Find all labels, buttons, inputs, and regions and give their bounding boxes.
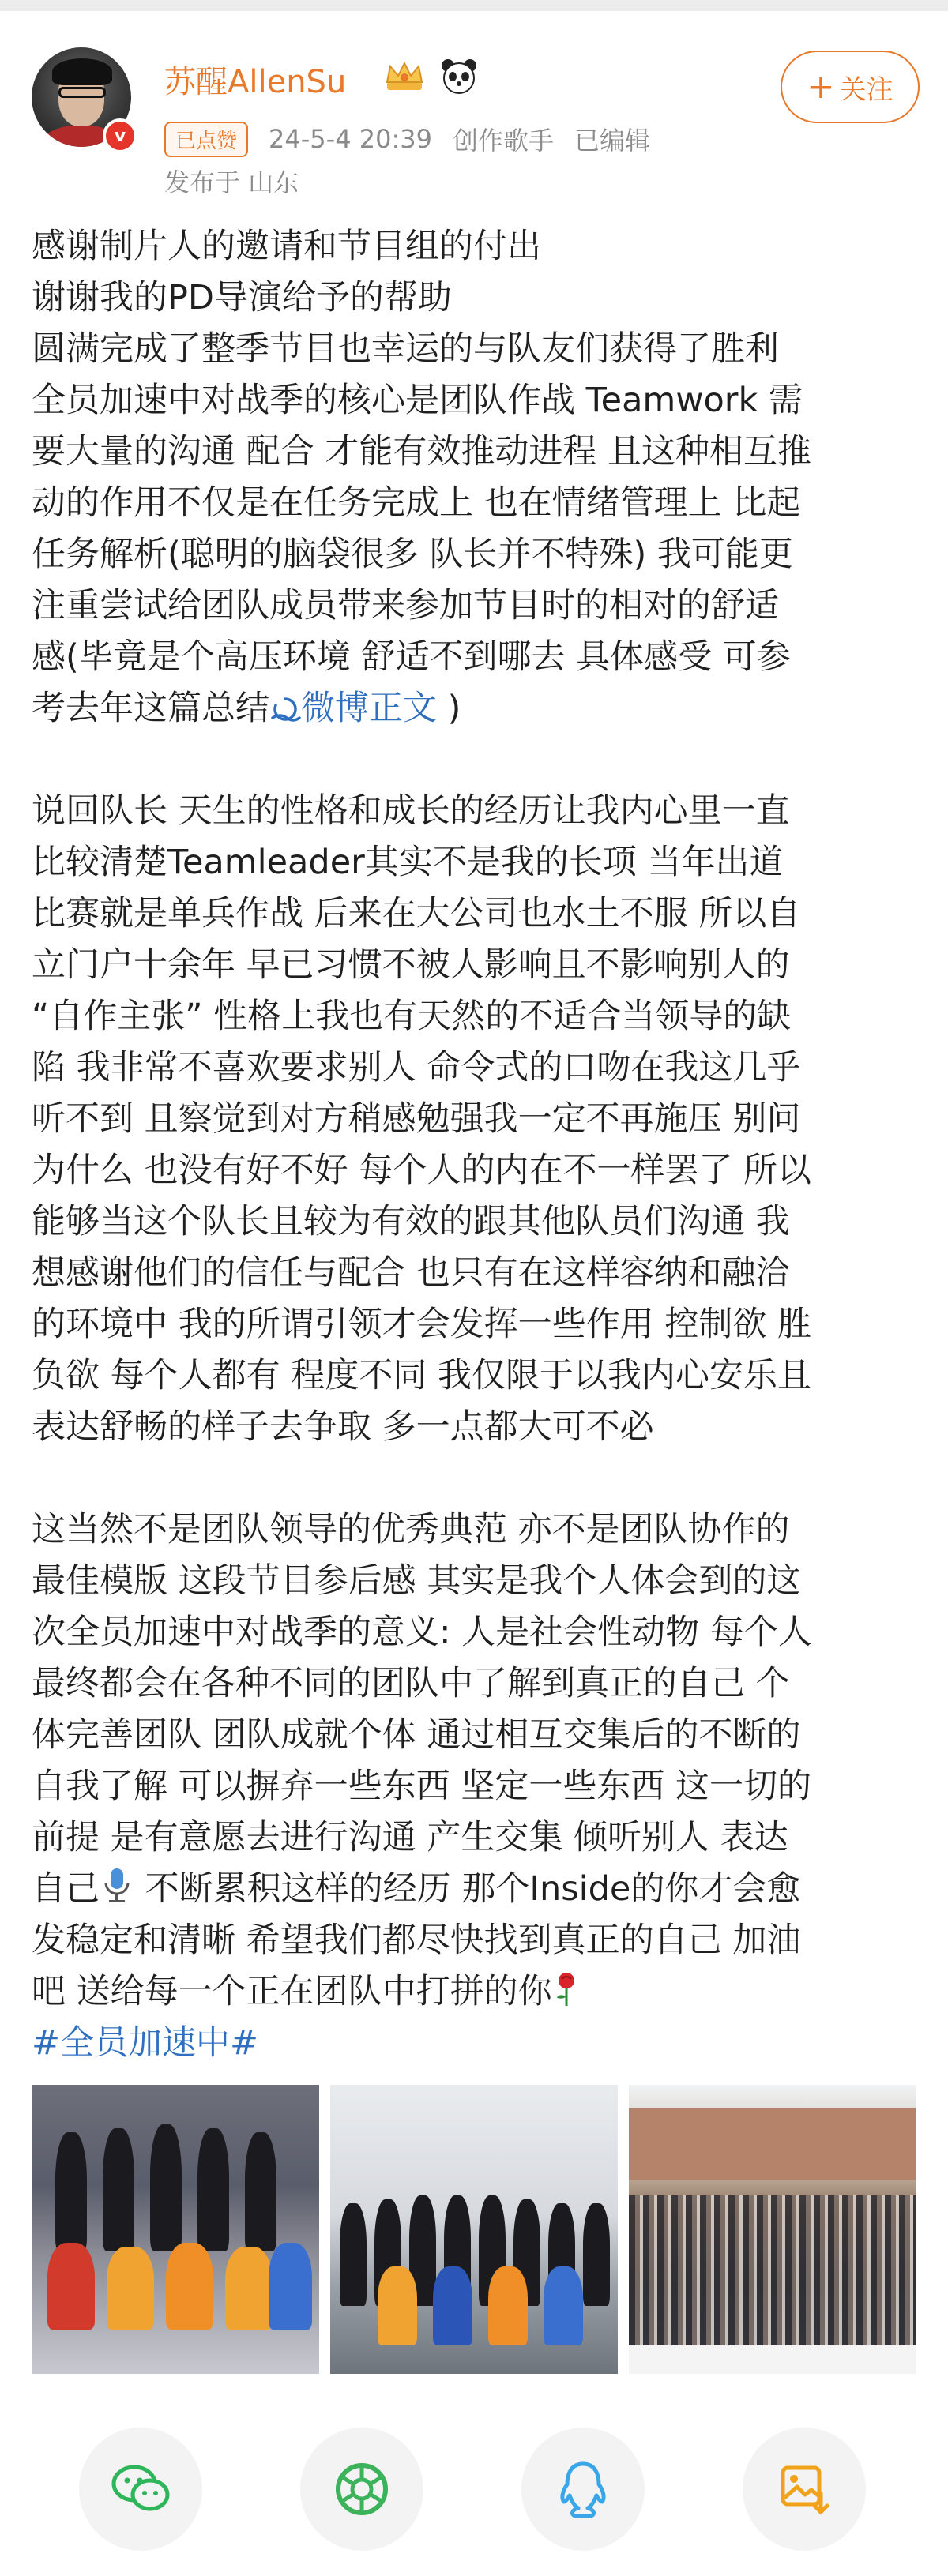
body-line: 感谢制片人的邀请和节目组的付出 [32,227,541,266]
paragraph-gap [32,734,924,786]
body-line: 次全员加速中对战季的意义: 人是社会性动物 每个人 [32,1613,812,1652]
body-line: 这当然不是团队领导的优秀典范 亦不是团队协作的 [32,1510,790,1549]
share-moments-button[interactable] [300,2428,423,2551]
body-line: 全员加速中对战季的核心是团队作战 Teamwork 需 [32,381,803,420]
panda-icon [439,57,479,95]
body-line: 立门户十余年 早已习惯不被人影响且不影响别人的 [32,945,790,985]
crown-icon [384,58,425,93]
rose-icon [552,1971,581,2007]
body-line: 任务解析(聪明的脑袋很多 队长并不特殊) 我可能更 [32,535,793,574]
body-line: 想感谢他们的信任与配合 也只有在这样容纳和融洽 [32,1253,790,1293]
edited-label[interactable]: 已编辑 [574,126,650,156]
body-text: 考去年这篇总结 [32,689,269,728]
body-line: 前提 是有意愿去进行沟通 产生交集 倾听别人 表达 [32,1818,788,1857]
follow-button[interactable] [781,51,920,123]
body-line: 要大量的沟通 配合 才能有效推动进程 且这种相互推 [32,432,812,471]
body-line [32,1966,924,2018]
body-line: 比较清楚Teamleader其实不是我的长项 当年出道 [32,843,784,882]
weibo-link-label: 微博正文 [301,689,437,728]
save-image-button[interactable] [743,2428,866,2551]
body-line: 最终都会在各种不同的团队中了解到真正的自己 个 [32,1664,790,1703]
post-meta [164,122,650,156]
body-line: 自我了解 可以摒弃一些东西 坚定一些东西 这一切的 [32,1767,812,1806]
body-line: 体完善团队 团队成就个体 通过相互交集后的不断的 [32,1715,801,1755]
liked-badge: 已点赞 [164,122,248,157]
verified-badge-icon: v [103,118,137,153]
body-line [32,1864,924,1915]
qq-icon [558,2459,608,2519]
body-line: 说回队长 天生的性格和成长的经历让我内心里一直 [32,791,790,831]
hashtag-link[interactable]: #全员加速中# [32,2023,259,2063]
plus-icon: + [807,67,835,106]
body-text: 吧 送给每一个正在团队中打拼的你 [32,1972,552,2011]
body-line: 比赛就是单兵作战 后来在大公司也水土不服 所以自 [32,894,801,933]
body-line: 圆满完成了整季节目也幸运的与队友们获得了胜利 [32,329,779,369]
body-text: 自己 [32,1869,100,1909]
follow-label: 关注 [839,73,893,106]
post-photo-1[interactable] [32,2085,319,2374]
post-photo-2[interactable] [330,2085,618,2374]
body-line: 听不到 且察觉到对方稍感勉强我一定不再施压 别问 [32,1099,801,1139]
microphone-icon [100,1865,134,1905]
weibo-link-icon [269,696,301,724]
body-line: “自作主张” 性格上我也有天然的不适合当领导的缺 [32,997,792,1036]
timestamp: 24-5-4 20:39 [269,124,432,154]
body-text: ) [437,689,461,728]
body-line: 感(毕竟是个高压环境 舒适不到哪去 具体感受 可参 [32,637,791,677]
body-line: 为什么 也没有好不好 每个人的内在不一样罢了 所以 [32,1151,812,1190]
post-card [0,11,948,2576]
post-location: 发布于 山东 [164,167,299,197]
body-line: 最佳模版 这段节目参后感 其实是我个人体会到的这 [32,1561,801,1601]
share-qq-button[interactable] [521,2428,645,2551]
body-line: 发稳定和清晰 希望我们都尽快找到真正的自己 加油 [32,1921,801,1960]
body-line: 负欲 每个人都有 程度不同 我仅限于以我内心安乐且 [32,1356,812,1395]
body-line [32,683,924,734]
post-body [32,221,924,2069]
body-line: 表达舒畅的样子去争取 多一点都大可不必 [32,1407,654,1447]
username[interactable]: 苏醒AllenSu [164,64,347,100]
paragraph-gap [32,1453,924,1504]
wechat-icon [109,2461,172,2517]
body-line: 能够当这个队长且较为有效的跟其他队员们沟通 我 [32,1202,790,1241]
body-line: 的环境中 我的所谓引领才会发挥一些作用 控制欲 胜 [32,1305,812,1344]
body-text: 不断累积这样的经历 那个Inside的你才会愈 [134,1869,801,1909]
body-line: 动的作用不仅是在任务完成上 也在情绪管理上 比起 [32,483,801,523]
body-line: 陷 我非常不喜欢要求别人 命令式的口吻在我这几乎 [32,1048,801,1087]
body-line: 谢谢我的PD导演给予的帮助 [32,278,453,317]
body-line: 注重尝试给团队成员带来参加节目时的相对的舒适 [32,586,779,625]
share-wechat-button[interactable] [79,2428,202,2551]
moments-icon [332,2459,392,2519]
top-strip [0,0,948,11]
save-image-icon [777,2461,832,2517]
post-photo-3[interactable] [629,2085,916,2374]
weibo-link[interactable] [269,689,437,728]
author-role: 创作歌手 [452,126,554,156]
